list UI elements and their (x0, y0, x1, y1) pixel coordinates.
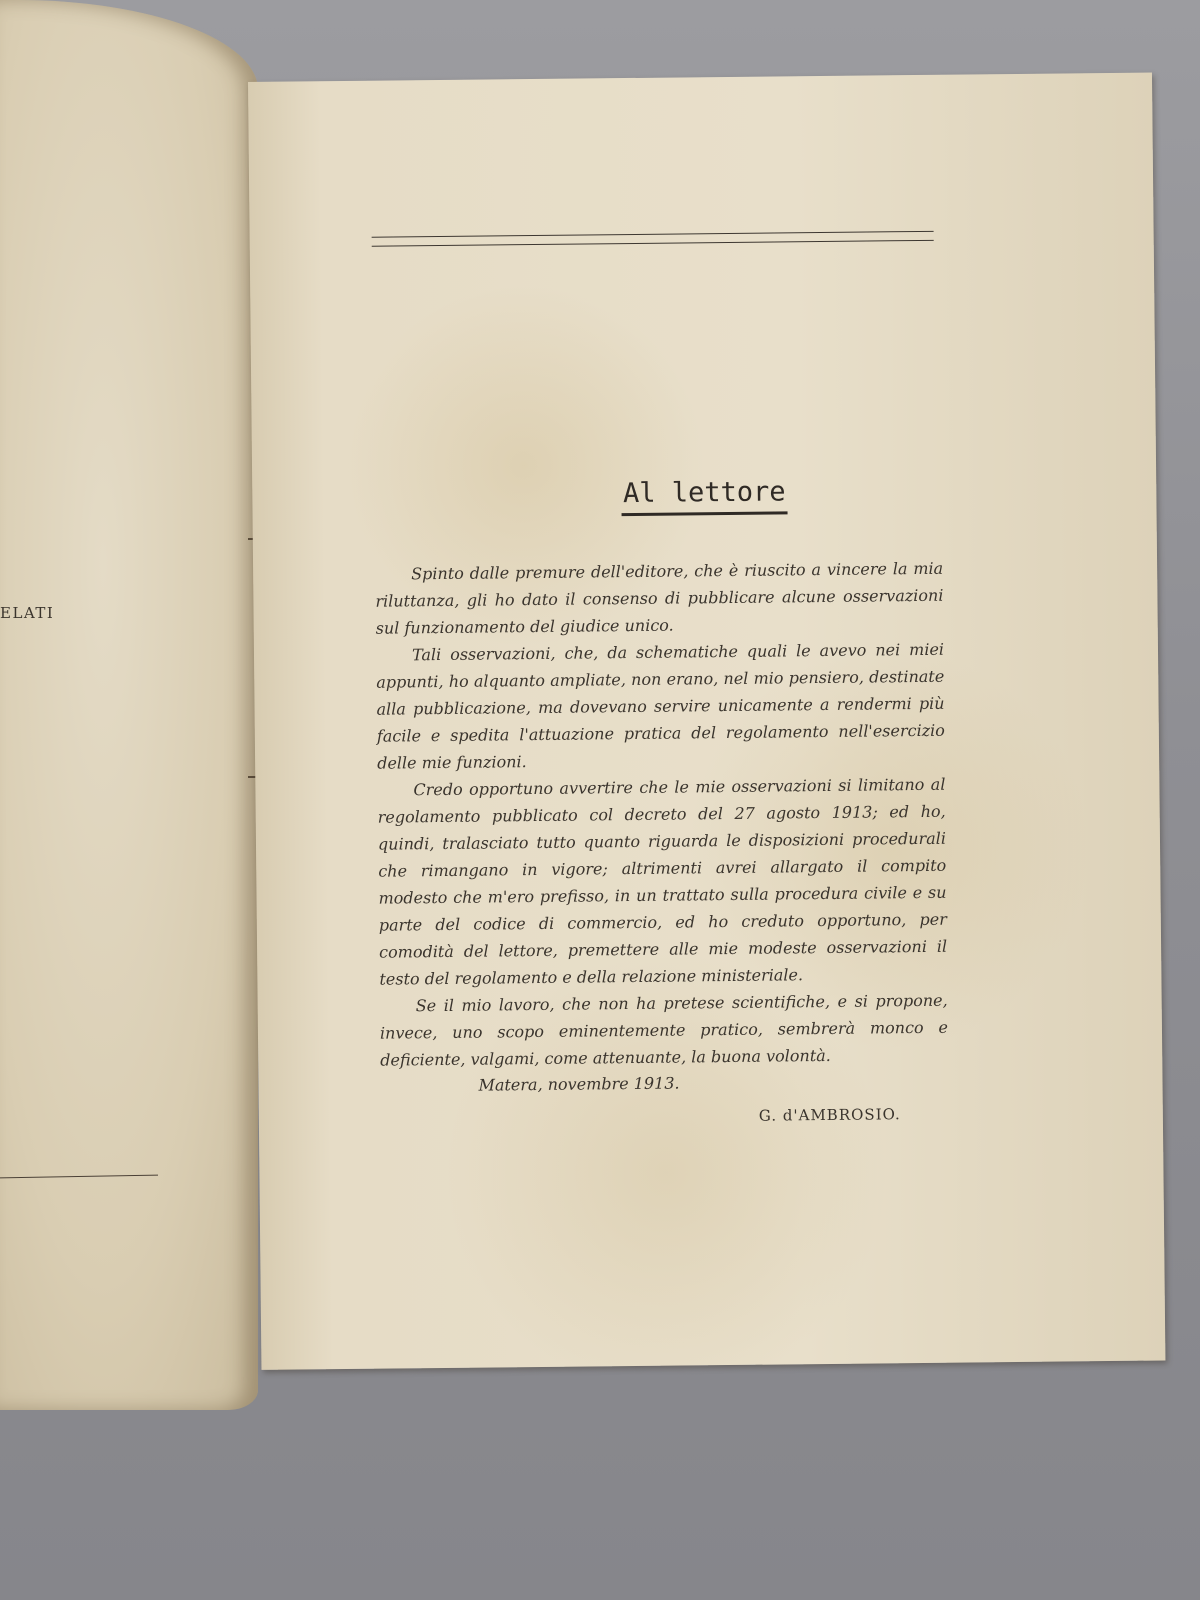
left-page-rule (0, 1175, 158, 1179)
paragraph: Credo opportuno avvertire che le mie osservazioni si limitano al regolamento pubblicato col decreto del 27 agosto 1913; ed ho, quindi, tralasciato tutto quanto riguarda le disposizioni procedurali che rimangano in vigore; altrimenti avrei allargato il compito modesto che m'ero prefisso, in un trattato sulla procedura civile e su parte del codice di commercio, ed ho creduto opportuno, per comodità del lettore, premettere alle mie modeste osservazioni il testo del regolamento e della relazione ministeriale. (377, 774, 948, 989)
header-double-rule (372, 231, 934, 247)
paragraph: Tali osservazioni, che, da schematiche quali le avevo nei miei appunti, ho alquanto ampliate, non erano, nel mio pensiero, destinate alla pubblicazione, ma dovevano servire unicamente a rendermi più facile e spedita l'attuazione pratica del regolamento nell'esercizio delle mie funzioni. (376, 639, 945, 773)
page-title (252, 473, 1156, 520)
right-page (248, 73, 1165, 1370)
paragraph: Se il mio lavoro, che non ha pretese scientifiche, e si propone, invece, uno scopo eminentemente pratico, sembrerà monco e deficiente, valgami, come attenuante, la buona volontà. (379, 990, 949, 1070)
place-date: Matera, novembre 1913. (478, 1073, 680, 1095)
left-page-text-fragment: ELATI (0, 604, 55, 622)
page-title-text: Al lettore (621, 476, 788, 516)
author-signature: G. d'AMBROSIO. (758, 1105, 901, 1125)
paragraph: Spinto dalle premure dell'editore, che è riuscito a vincere la mia riluttanza, gli ho dato il consenso di pubblicare alcune osservazioni sul funzionamento del giudice unico. (375, 558, 944, 638)
preface-body (375, 555, 948, 1074)
left-page (0, 0, 258, 1410)
